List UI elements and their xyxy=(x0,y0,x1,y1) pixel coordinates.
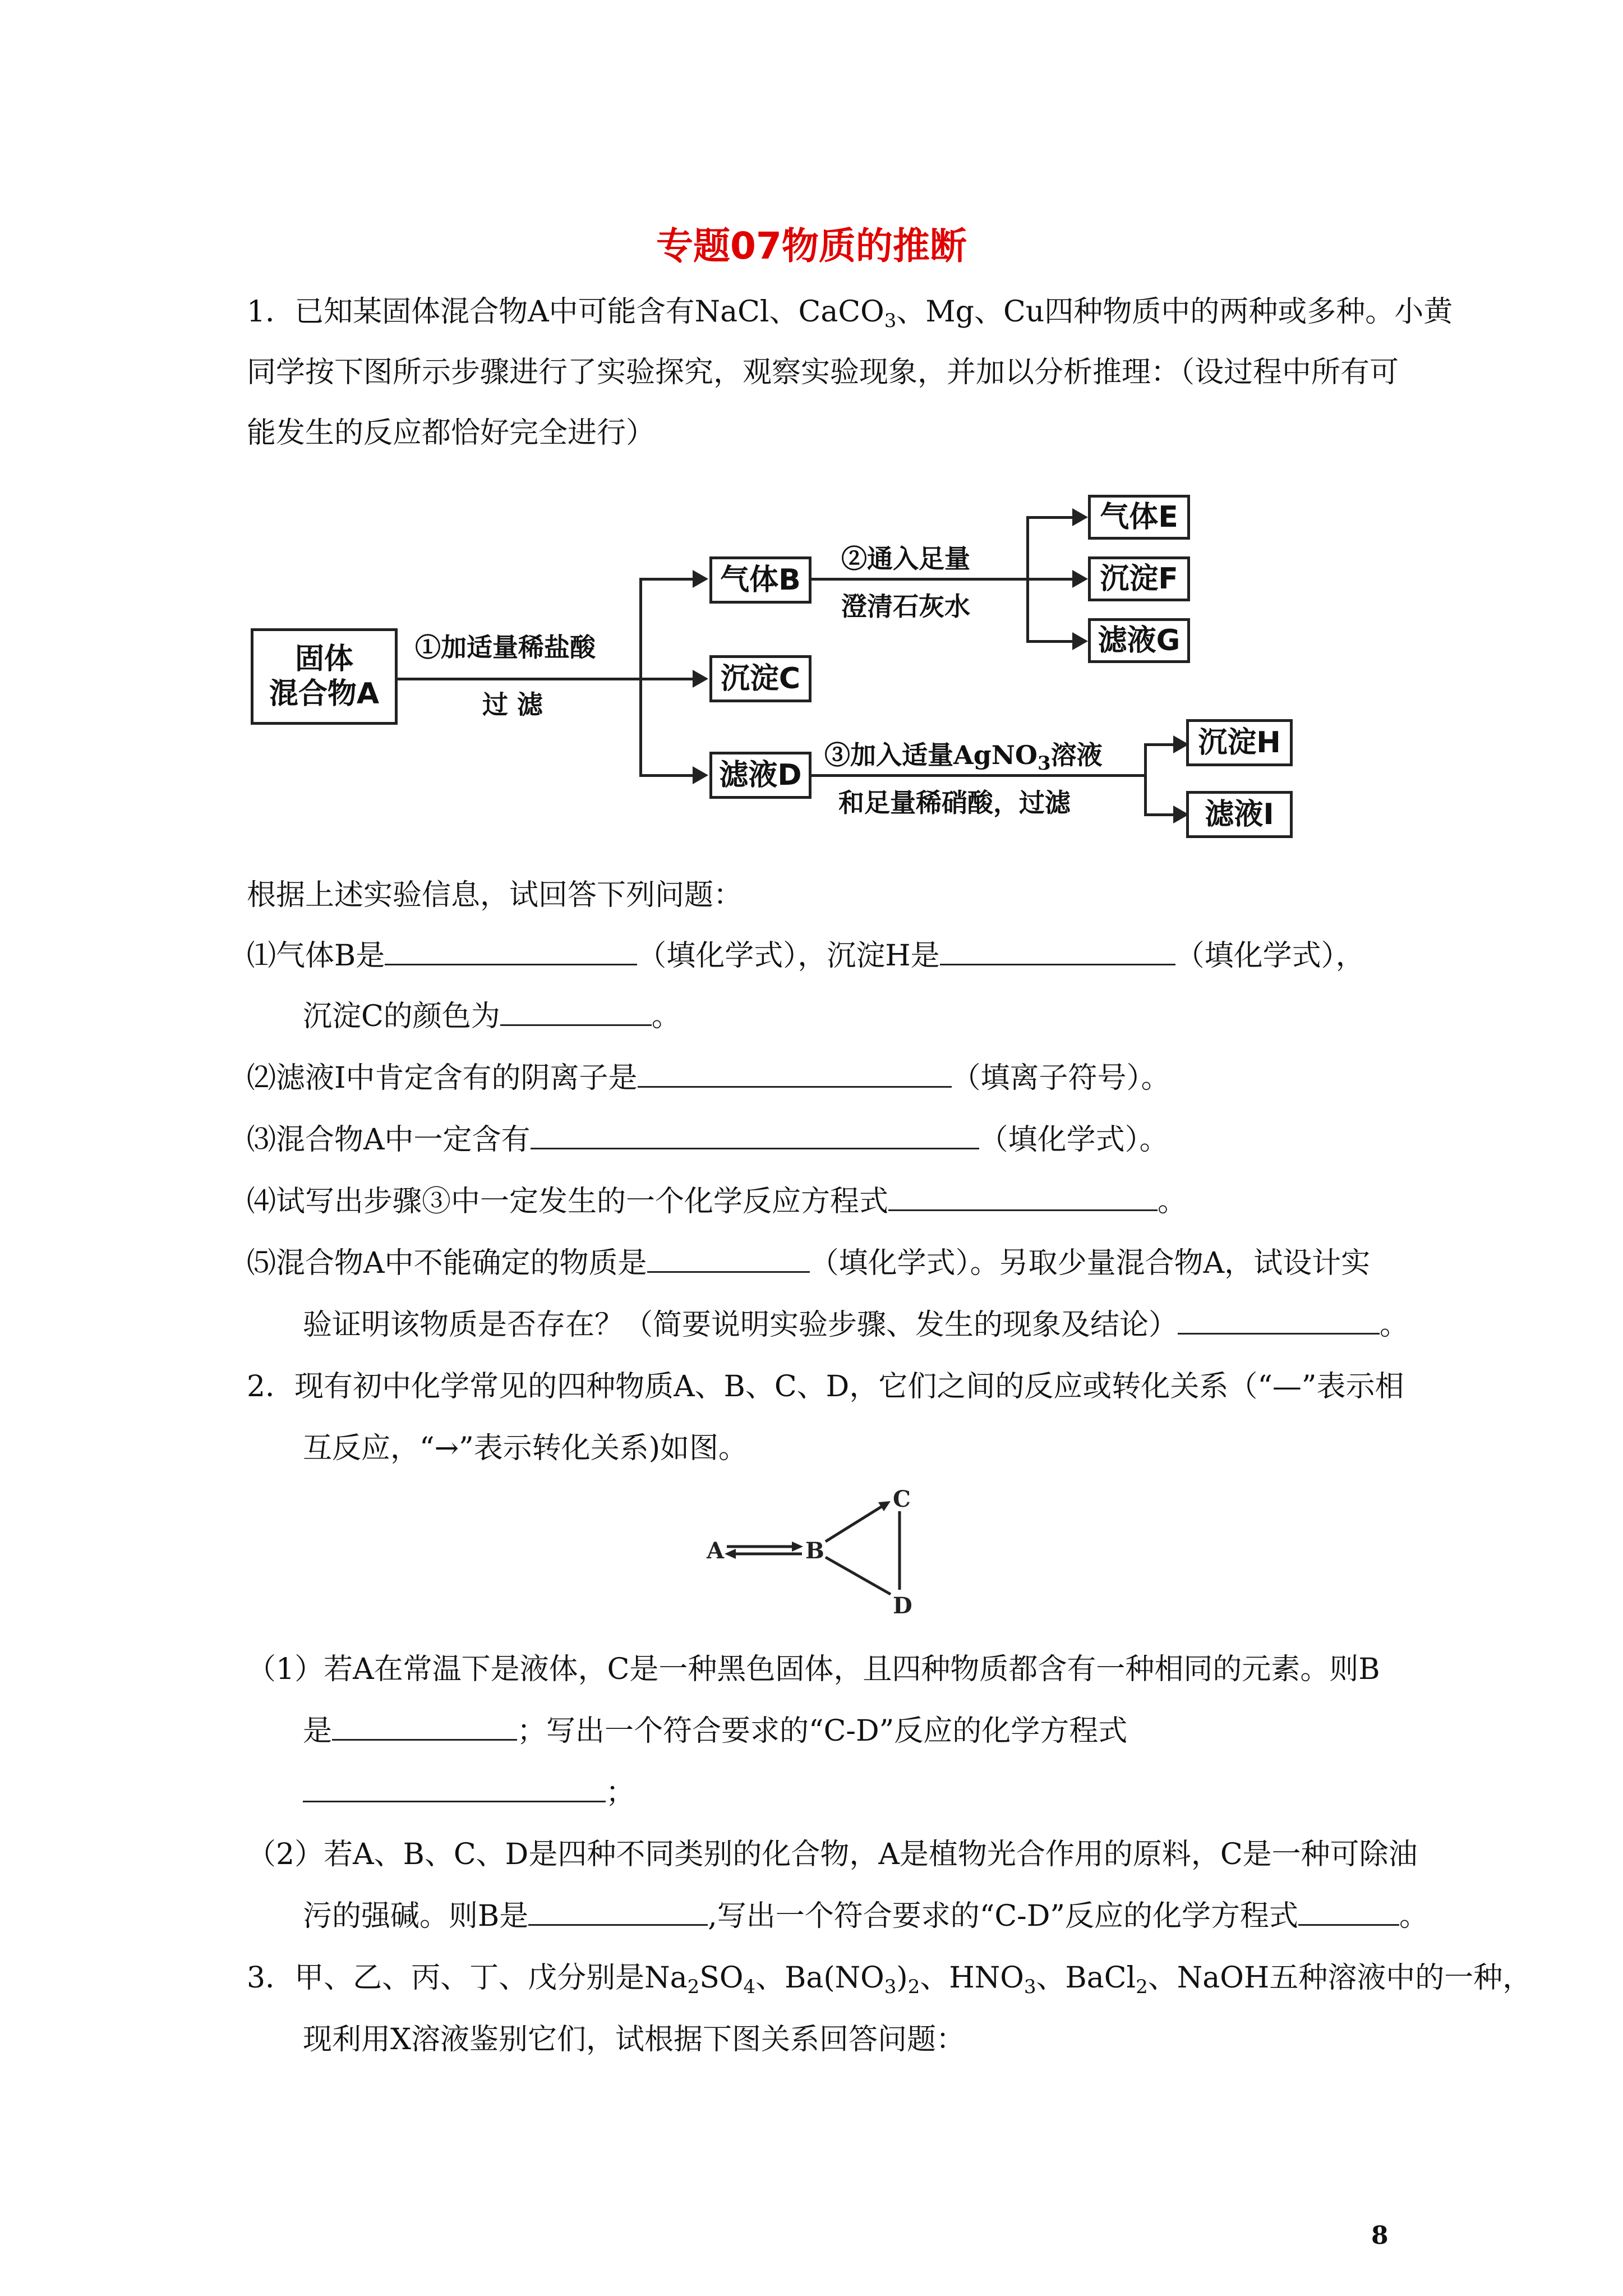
flow-connector xyxy=(639,578,642,776)
q1-part3: ⑶混合物A中一定含有 （填化学式）。 xyxy=(247,1120,1169,1160)
page-number: 8 xyxy=(1371,2221,1389,2250)
flow-gas-b-box: 气体B xyxy=(709,556,811,604)
q2-sub1: （1）若A在常温下是液体，C是一种黑色固体，且四种物质都含有一种相同的元素。则B xyxy=(247,1653,1380,1686)
diagram-arrow-b-to-c xyxy=(826,1504,885,1542)
answer-blank[interactable] xyxy=(940,936,1175,965)
answer-blank[interactable] xyxy=(1298,1896,1399,1926)
q2-sub2: （2）若A、B、C、D是四种不同类别的化合物，A是植物光合作用的原料，C是一种可除油 xyxy=(247,1838,1418,1871)
answer-blank[interactable] xyxy=(888,1181,1158,1211)
answer-blank[interactable] xyxy=(303,1773,606,1802)
flow-arrow xyxy=(693,766,708,784)
flow-start-box xyxy=(251,628,398,725)
flow-arrow xyxy=(1072,632,1088,650)
diagram-line-b-d xyxy=(826,1557,891,1594)
q2-sub2-cont: 污的强碱。则B是 ,写出一个符合要求的“C-D”反应的化学方程式 。 xyxy=(303,1896,1428,1936)
flow-step1-sublabel: 过 滤 xyxy=(482,689,543,720)
flow-start-label-2: 混合物A xyxy=(269,677,380,711)
q1-intro: 根据上述实验信息，试回答下列问题： xyxy=(247,878,743,912)
flow-arrow xyxy=(693,570,708,588)
flow-filtrate-i-box: 滤液I xyxy=(1186,791,1293,838)
flow-arrow xyxy=(693,670,708,688)
flow-step3-label: ③加入适量AgNO$_3$溶液 xyxy=(824,740,1103,775)
flow-start-label-1: 固体 xyxy=(294,642,353,676)
answer-blank[interactable] xyxy=(528,1896,708,1926)
answer-blank[interactable] xyxy=(638,1058,952,1088)
flow-connector xyxy=(398,678,640,680)
answer-blank[interactable] xyxy=(385,936,637,965)
page-title: 专题07物质的推断 xyxy=(656,224,967,268)
q1-line2: 同学按下图所示步骤进行了实验探究，观察实验现象，并加以分析推理：（设过程中所有可 xyxy=(247,356,1399,389)
q1-part5: ⑸混合物A中不能确定的物质是 （填化学式）。另取少量混合物A，试设计实 xyxy=(247,1243,1370,1283)
q1-part5-cont: 验证明该物质是否存在？（简要说明实验步骤、发生的现象及结论） 。 xyxy=(303,1305,1409,1345)
flow-filtrate-g-box: 滤液G xyxy=(1088,618,1190,663)
flow-ppt-h-box: 沉淀H xyxy=(1186,719,1293,766)
flow-connector xyxy=(1026,516,1077,519)
diagram-label-d: D xyxy=(893,1593,912,1619)
flow-ppt-c-box: 沉淀C xyxy=(709,655,811,702)
q2-line2: 互反应，“→”表示转化关系)如图。 xyxy=(303,1432,748,1465)
flow-gas-e-box: 气体E xyxy=(1088,495,1190,540)
diagram-label-b: B xyxy=(805,1538,824,1564)
q3-line1: 3．甲、乙、丙、丁、戊分别是$Na_2SO_4$、$Ba(NO_3)_2$、$HNO_3$、BaCl$_2$、NaOH五种溶液中的一种， xyxy=(247,1961,1532,1998)
q3-line2: 现利用X溶液鉴别它们，试根据下图关系回答问题： xyxy=(303,2023,966,2056)
flow-filtrate-d-box: 滤液D xyxy=(709,752,811,799)
flow-connector xyxy=(639,774,695,777)
flow-connector xyxy=(1026,640,1077,643)
q1-part1: ⑴气体B是 （填化学式），沉淀H是 （填化学式）， xyxy=(247,936,1365,976)
flow-step2-sublabel: 澄清石灰水 xyxy=(841,591,970,622)
answer-blank[interactable] xyxy=(531,1120,979,1149)
q2-sub1-eq: ； xyxy=(303,1773,635,1813)
flow-ppt-f-box: 沉淀F xyxy=(1088,556,1190,601)
flow-connector xyxy=(639,678,695,680)
q1-part2: ⑵滤液I中肯定含有的阴离子是 （填离子符号）。 xyxy=(247,1058,1170,1098)
diagram-label-a: A xyxy=(707,1538,725,1564)
q1-line1: 1．已知某固体混合物A中可能含有NaCl、CaCO$_3$、Mg、Cu四种物质中的两种或多种。小黄 xyxy=(247,295,1453,332)
q1-part1-cont: 沉淀C的颜色为 。 xyxy=(303,996,681,1037)
q1-line3: 能发生的反应都恰好完全进行） xyxy=(247,416,656,450)
answer-blank[interactable] xyxy=(647,1243,810,1273)
flow-connector xyxy=(639,578,695,581)
diagram-arrowhead xyxy=(792,1542,803,1552)
diagram-label-c: C xyxy=(893,1486,911,1512)
q2-diagram xyxy=(695,1475,942,1621)
q2-sub1-cont: 是 ；写出一个符合要求的“C-D”反应的化学方程式 xyxy=(303,1711,1127,1751)
q2-line1: 2．现有初中化学常见的四种物质A、B、C、D，它们之间的反应或转化关系（“—”表示相 xyxy=(247,1370,1404,1404)
flow-connector xyxy=(811,578,1027,581)
q1-part4: ⑷试写出步骤③中一定发生的一个化学反应方程式 。 xyxy=(247,1181,1187,1222)
answer-blank[interactable] xyxy=(500,996,652,1026)
flow-step1-label: ①加适量稀盐酸 xyxy=(415,632,596,662)
diagram-arrowhead xyxy=(725,1549,736,1559)
flow-arrow xyxy=(1072,570,1088,588)
flow-connector xyxy=(1144,743,1147,816)
flow-connector xyxy=(1144,813,1178,816)
flow-connector xyxy=(1026,578,1077,581)
answer-blank[interactable] xyxy=(1178,1305,1380,1335)
answer-blank[interactable] xyxy=(332,1711,517,1741)
flow-arrow xyxy=(1072,508,1088,526)
flow-step2-label: ②通入足量 xyxy=(841,544,970,574)
flow-connector xyxy=(1144,743,1178,746)
flow-step3-sublabel: 和足量稀硝酸，过滤 xyxy=(838,788,1071,818)
